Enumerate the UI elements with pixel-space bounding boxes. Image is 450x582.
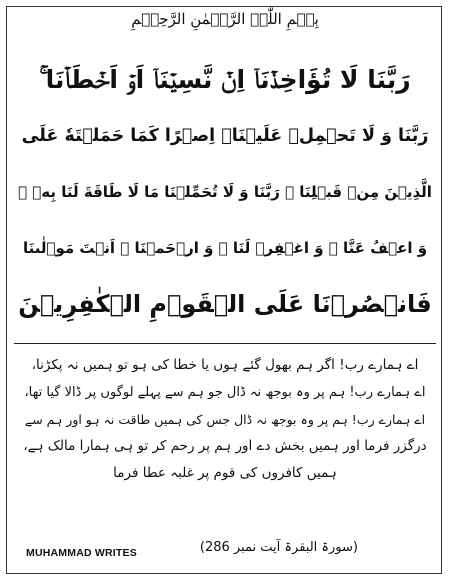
urdu-line-3: اے ہمارے رب! ہم پر وہ بوجھ نہ ڈال جس کی ہمیں طاقت نہ ہو اور ہم سے xyxy=(24,412,426,427)
urdu-line-4: درگزر فرما اور ہمیں بخش دے اور ہم پر رحم کر تو ہی ہمارا مالک ہے، xyxy=(23,438,427,454)
section-divider xyxy=(14,343,436,344)
urdu-line-2: اے ہمارے رب! ہم پر وہ بوجھ نہ ڈال جو ہم سے پہلے لوگوں پر ڈالا گیا تھا، xyxy=(24,385,426,400)
urdu-line-1: اے ہمارے رب! اگر ہم بھول گئے ہوں یا خطا کی ہو تو ہمیں نہ پکڑنا، xyxy=(31,357,419,373)
urdu-translation xyxy=(18,352,432,487)
brand-watermark: MUHAMMAD WRITES xyxy=(26,547,137,559)
arabic-line-1: رَبَّنَا لَا تُؤَاخِذۡنَاۤ اِنۡ نَّسِیۡنَاۤ اَوۡ اَخۡطَاۡنَا ۚ xyxy=(39,65,411,94)
bismillah-heading: بِسۡمِ اللّٰہِ الرَّحۡمٰنِ الرَّحِیۡمِ xyxy=(131,10,319,28)
urdu-line-5: ہمیں کافروں کی قوم پر غلبہ عطا فرما xyxy=(113,465,337,481)
footer xyxy=(14,540,436,564)
arabic-line-4: وَ اعۡفُ عَنَّا ٝ وَ اغۡفِرۡ لَنَا ٝ وَ ارۡحَمۡنَا ٝ اَنۡتَ مَوۡلٰىنَا xyxy=(22,239,428,257)
arabic-line-5: فَانۡصُرۡنَا عَلَی الۡقَوۡمِ الۡکٰفِرِیۡنَ xyxy=(18,290,432,318)
arabic-verse xyxy=(18,52,432,332)
arabic-line-3: الَّذِیۡنَ مِنۡ قَبۡلِنَا ۚ رَبَّنَا وَ لَا تُحَمِّلۡنَا مَا لَا طَاقَةَ لَنَا بِهٖ ۚ xyxy=(18,183,432,201)
surah-reference: (سورۃ البقرۃ آیت نمبر 286) xyxy=(199,540,358,555)
arabic-line-2: رَبَّنَا وَ لَا تَحۡمِلۡ عَلَیۡنَاۤ اِصۡرًا کَمَا حَمَلۡتَهٗ عَلَی xyxy=(21,126,429,146)
